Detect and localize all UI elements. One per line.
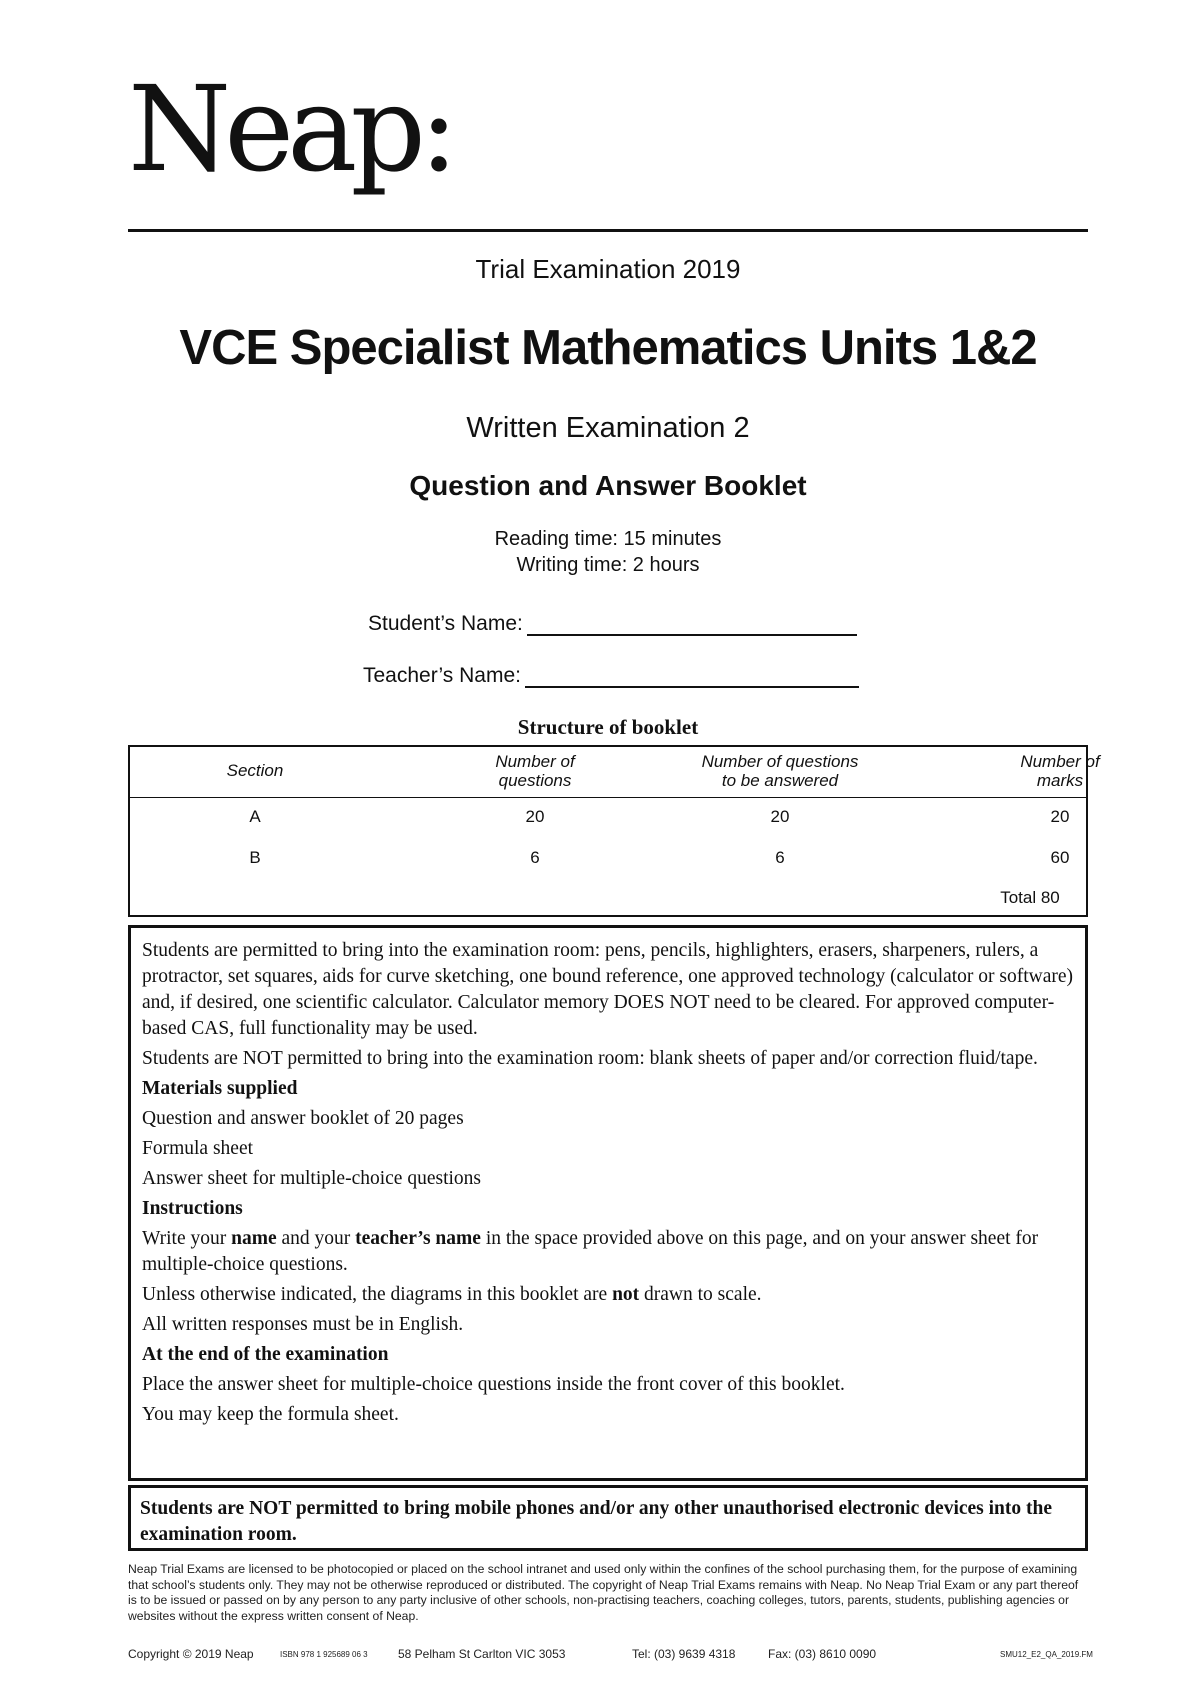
materials-item: Answer sheet for multiple-choice questions: [142, 1168, 481, 1189]
end-instruction: Place the answer sheet for multiple-choice questions inside the front cover of this booklet.: [142, 1374, 845, 1395]
materials-item: Question and answer booklet of 20 pages: [142, 1108, 464, 1129]
end-heading: At the end of the examination: [142, 1344, 389, 1365]
text-run-bold: teacher’s name: [355, 1228, 481, 1249]
writing-time: Writing time: 2 hours: [516, 554, 700, 576]
neap-logo: Neap:: [128, 60, 452, 198]
table-header: [130, 747, 1100, 798]
instruction-english: All written responses must be in English.: [142, 1314, 464, 1335]
row-a-marks: 20: [1050, 807, 1070, 826]
reading-time: Reading time: 15 minutes: [494, 528, 722, 550]
exam-subtitle: Written Examination 2: [466, 412, 750, 444]
permitted-text: Students are permitted to bring into the examination room: pens, pencils, highlighters, erasers, sharpeners, rulers, a protractor, set squares, aids for curve sketching, one bound reference, one approved technology (calculator or software) and, if desired, one scientific calculator. Calculator memory DOES NOT need to be cleared. For approved computer-based CAS, full functionality may be used.: [142, 940, 1074, 1039]
teacher-name-label: Teacher’s Name:: [363, 664, 521, 687]
teacher-name-field[interactable]: [525, 664, 859, 688]
student-name-row: [368, 612, 857, 636]
structure-table: [128, 745, 1100, 917]
row-a-answered: 20: [770, 807, 790, 826]
student-name-label: Student’s Name:: [368, 612, 523, 635]
header-section: Section: [226, 761, 284, 780]
header-num-marks: [990, 752, 1130, 790]
instructions-heading: Instructions: [142, 1198, 243, 1219]
header-line: Number of questions: [701, 752, 859, 771]
header-line: marks: [1036, 771, 1084, 790]
instruction-names: [142, 1226, 1074, 1278]
text-run: and your: [276, 1228, 356, 1249]
footer-copyright: Copyright © 2019 Neap: [128, 1647, 254, 1661]
footer-tel: Tel: (03) 9639 4318: [632, 1647, 736, 1661]
materials-heading: Materials supplied: [142, 1078, 298, 1099]
structure-title: Structure of booklet: [517, 715, 699, 739]
end-instruction: You may keep the formula sheet.: [142, 1404, 399, 1425]
row-b-section: B: [249, 848, 261, 867]
header-line: Number of: [495, 752, 575, 771]
header-num-answered: [630, 752, 930, 790]
header-line: Number of: [1020, 752, 1100, 771]
instructions-box: [128, 925, 1088, 1481]
footer-fax: Fax: (03) 8610 0090: [768, 1647, 877, 1661]
booklet-title: Question and Answer Booklet: [409, 470, 807, 501]
teacher-name-row: [363, 664, 859, 688]
row-a-section: A: [249, 807, 261, 826]
text-run: drawn to scale.: [639, 1284, 762, 1305]
licence-fineprint: Neap Trial Exams are licensed to be photocopied or placed on the school intranet and used only within the confines of the school purchasing them, for the purpose of examining that school’s students only. They may not be otherwise reproduced or distributed. The copyright of Neap Trial Exams remains with Neap. No Neap Trial Exam or any part thereof is to be issued or passed on by any person to any party inclusive of other schools, non-practising teachers, coaching colleges, tutors, parents, students, publishing agencies or websites without the express written consent of Neap.: [128, 1562, 1079, 1623]
text-run: Write your: [142, 1228, 232, 1249]
not-permitted-text: Students are NOT permitted to bring into the examination room: blank sheets of paper and/or correction fluid/tape.: [142, 1048, 1038, 1069]
row-b-marks: 60: [1050, 848, 1070, 867]
header-rule: [128, 229, 1088, 232]
student-name-field[interactable]: [527, 612, 857, 636]
footer-address: 58 Pelham St Carlton VIC 3053: [398, 1647, 566, 1661]
header-line: questions: [498, 771, 572, 790]
text-run-bold: not: [612, 1284, 640, 1305]
row-a-questions: 20: [525, 807, 545, 826]
instruction-diagrams: [142, 1282, 1074, 1308]
text-run: Unless otherwise indicated, the diagrams in this booklet are: [142, 1284, 613, 1305]
materials-item: Formula sheet: [142, 1138, 254, 1159]
mobile-phone-warning: Students are NOT permitted to bring mobile phones and/or any other unauthorised electronic devices into the examination room.: [128, 1485, 1088, 1551]
row-b-questions: 6: [530, 848, 540, 867]
exam-title: VCE Specialist Mathematics Units 1&2: [179, 321, 1037, 375]
footer-code: SMU12_E2_QA_2019.FM: [1000, 1650, 1093, 1659]
trial-heading: Trial Examination 2019: [475, 254, 741, 284]
text-run: in the space provided above on this page, and on your answer sheet for multiple-choice questions.: [142, 1228, 1039, 1275]
total-marks: Total 80: [1000, 888, 1060, 907]
text-run-bold: name: [231, 1228, 277, 1249]
header-num-questions: [460, 752, 610, 790]
footer-isbn: ISBN 978 1 925689 06 3: [280, 1650, 368, 1659]
row-b-answered: 6: [775, 848, 785, 867]
header-line: to be answered: [721, 771, 839, 790]
